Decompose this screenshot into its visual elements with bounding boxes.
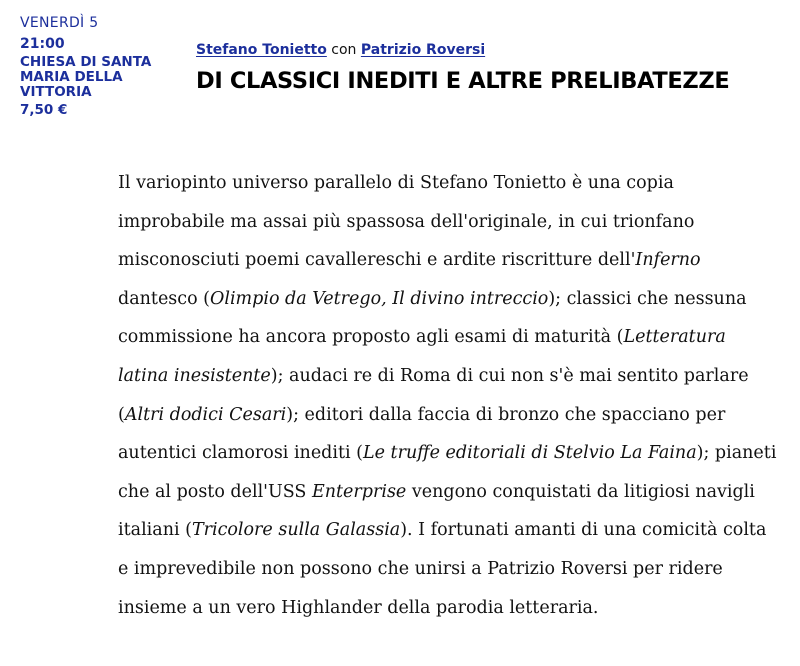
cited-work-title: Le truffe editoriali di Stelvio La Faina [363,443,697,464]
event-title: DI CLASSICI INEDITI E ALTRE PRELIBATEZZE [196,68,730,94]
event-header [196,41,786,95]
author-link-patrizio-roversi[interactable]: Patrizio Roversi [360,42,486,58]
description-text: ); audaci re di Roma di cui non s'è mai sentito parlare ( [118,365,749,425]
event-venue: CHIESA DI SANTA MARIA DELLA VITTORIA [20,54,152,100]
event-time: 21:00 [20,36,65,52]
cited-work-title: Altri dodici Cesari [124,404,287,425]
description-text: dantesco ( [118,288,211,309]
description-text: ); classici che nessuna commissione ha ancora proposto agli esami di maturità ( [118,288,747,348]
authors-connector: con [331,42,357,58]
cited-work-title: Letteratura latina inesistente [118,327,726,386]
event-authors [196,41,786,59]
event-description [118,164,778,627]
event-day: VENERDÌ 5 [20,15,99,31]
cited-work-title: Inferno [635,250,701,271]
description-paragraph [118,164,778,627]
event-details [20,14,180,119]
cited-work-title: Tricolore sulla Galassia [191,520,401,541]
cited-work-title: Olimpio da Vetrego, Il divino intreccio [210,288,549,309]
description-text: ). I fortunati amanti di una comicità colta e imprevedibile non possono che unirsi a Patrizio Roversi per ridere insieme a un vero Highlander della parodia letteraria. [118,520,767,618]
cited-work-title: Enterprise [311,481,407,502]
event-price: 7,50 € [20,102,68,118]
description-text: ); pianeti che al posto dell'USS [118,443,777,502]
author-link-stefano-tonietto[interactable]: Stefano Tonietto [196,42,327,58]
description-text: ); editori dalla faccia di bronzo che spacciano per autentici clamorosi inediti ( [118,404,726,464]
description-text: Il variopinto universo parallelo di Stefano Tonietto è una copia improbabile ma assai più spassosa dell'originale, in cui trionfano misconosciuti poemi cavallereschi e ardite riscritture dell' [118,173,695,271]
description-text: vengono conquistati da litigiosi navigli italiani ( [118,481,755,541]
